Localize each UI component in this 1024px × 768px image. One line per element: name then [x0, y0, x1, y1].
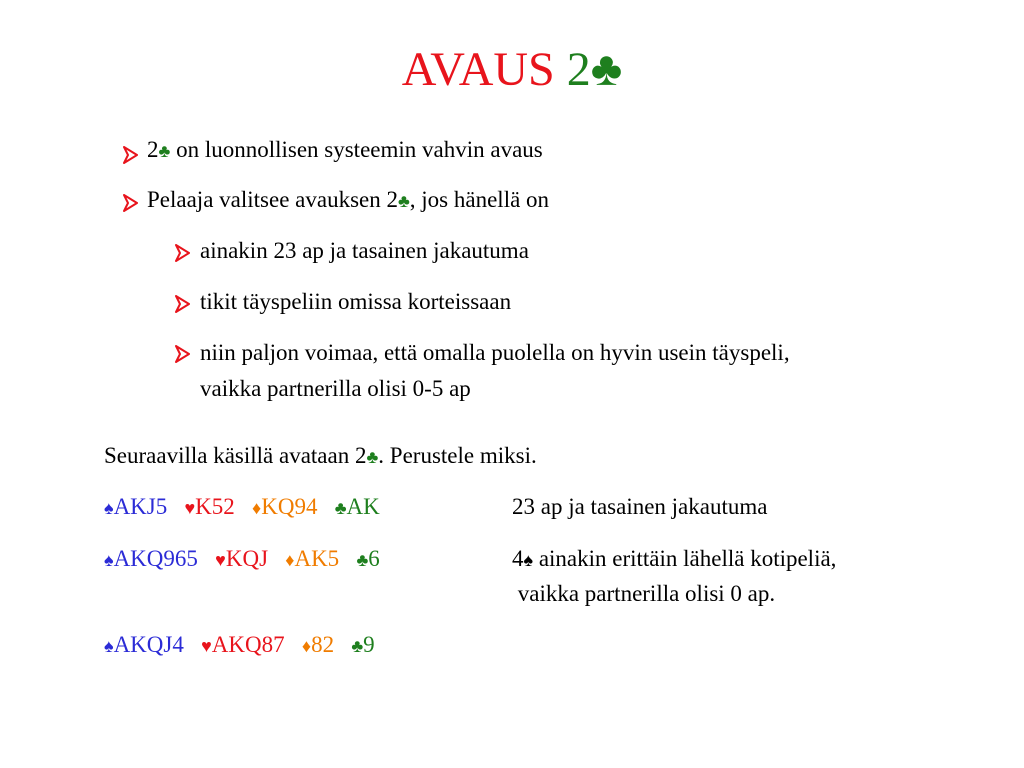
- diamond-holding: ♦KQ94: [252, 494, 318, 519]
- spade-icon: ♠: [104, 636, 114, 656]
- club-icon: ♣: [334, 498, 347, 518]
- sub-bullet-item-2: tikit täyspeliin omissa korteissaan: [200, 289, 512, 314]
- club-icon: ♣: [158, 141, 171, 161]
- heart-holding: ♥AKQ87: [201, 632, 285, 657]
- spade-holding: ♠AKJ5: [104, 494, 168, 519]
- club-icon: ♣: [397, 191, 410, 211]
- diamond-icon: ♦: [285, 550, 295, 570]
- sub-bullet-item-3: niin paljon voimaa, että omalla puolella on hyvin usein täyspeli,: [200, 340, 790, 365]
- spade-holding: ♠AKQJ4: [104, 632, 184, 657]
- arrow-bullet-icon: [174, 295, 190, 313]
- hand-3: [104, 630, 375, 661]
- arrow-bullet-icon: [122, 146, 138, 164]
- arrow-bullet-icon: [122, 194, 138, 212]
- spade-icon: ♠: [523, 550, 534, 570]
- bullet-item-2: Pelaaja valitsee avauksen 2♣, jos hänellä on: [147, 187, 550, 212]
- sub-bullet-item-3-cont: vaikka partnerilla olisi 0-5 ap: [200, 376, 471, 401]
- heart-icon: ♥: [201, 636, 212, 656]
- diamond-holding: ♦82: [301, 632, 335, 657]
- club-icon: ♣: [366, 447, 379, 467]
- club-holding: ♣AK: [334, 494, 380, 519]
- bullet-item-1: 2♣ on luonnollisen systeemin vahvin avaus: [147, 137, 543, 162]
- diamond-icon: ♦: [252, 498, 262, 518]
- club-holding: ♣9: [351, 632, 375, 657]
- diamond-holding: ♦AK5: [285, 546, 340, 571]
- arrow-bullet-icon: [174, 345, 190, 363]
- heart-icon: ♥: [184, 498, 196, 518]
- hand-2: [104, 544, 380, 575]
- club-holding: ♣6: [356, 546, 380, 571]
- heart-holding: ♥K52: [184, 494, 235, 519]
- hand-1-comment: 23 ap ja tasainen jakautuma: [512, 494, 768, 519]
- spade-holding: ♠AKQ965: [104, 546, 198, 571]
- club-icon: ♣: [356, 550, 369, 570]
- spade-icon: ♠: [104, 498, 114, 518]
- hand-1: [104, 492, 380, 523]
- club-icon: ♣: [351, 636, 364, 656]
- question-text: Seuraavilla käsillä avataan 2♣. Perustele miksi.: [104, 443, 537, 468]
- title-bid: 2♣: [566, 43, 623, 96]
- diamond-icon: ♦: [301, 636, 312, 656]
- spade-icon: ♠: [104, 550, 114, 570]
- title-text: AVAUS: [401, 43, 555, 96]
- page-title: [0, 40, 1024, 100]
- heart-holding: ♥KQJ: [215, 546, 269, 571]
- hand-2-comment: 4♠ ainakin erittäin lähellä kotipeliä,: [512, 546, 837, 571]
- arrow-bullet-icon: [174, 244, 190, 262]
- hand-2-comment-cont: vaikka partnerilla olisi 0 ap.: [512, 581, 776, 606]
- heart-icon: ♥: [215, 550, 226, 570]
- sub-bullet-item-1: ainakin 23 ap ja tasainen jakautuma: [200, 238, 529, 263]
